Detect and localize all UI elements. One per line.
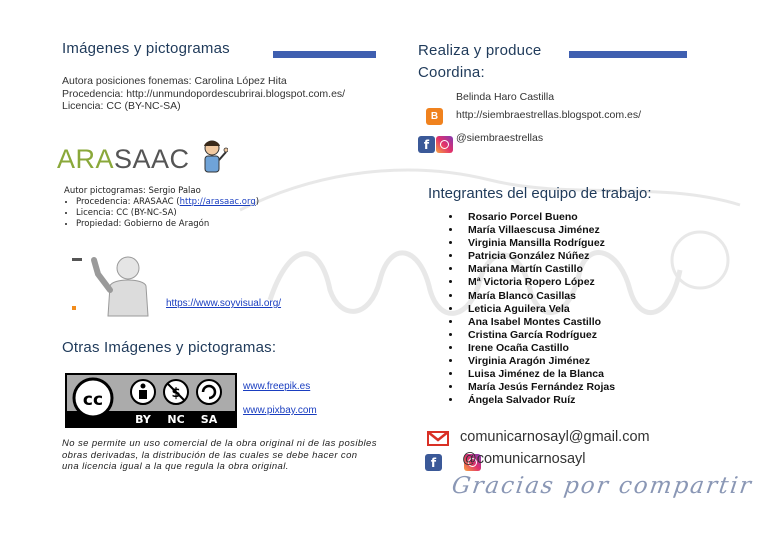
fonemas-author: Autora posiciones fonemas: Carolina López Hita [62, 75, 287, 87]
team-member: • Patricia González Núñez [462, 250, 728, 263]
fonemas-license: Licencia: CC (BY-NC-SA) [62, 100, 181, 112]
blogger-icon: B [426, 108, 443, 125]
producer-heading-line2: Coordina: [418, 64, 485, 81]
arasaac-mascot-icon [196, 138, 228, 176]
arasaac-source-item [76, 197, 314, 208]
left-heading-bar [273, 51, 376, 58]
coordinator-name: Belinda Haro Castilla [456, 91, 555, 103]
producer-heading-line1: Realiza y produce [418, 42, 542, 59]
cc-badge-cc-text: cc [82, 390, 104, 410]
instagram-icon [436, 136, 453, 153]
arasaac-logo [57, 144, 190, 175]
producer-heading [418, 40, 541, 84]
team-member: • Ángela Salvador Ruíz [462, 394, 728, 407]
cc-badge-by: BY [135, 413, 151, 426]
facebook-icon: f [418, 136, 435, 153]
team-member: • Mª Victoria Ropero López [462, 276, 728, 289]
left-heading: Imágenes y pictogramas [62, 40, 230, 57]
pixbay-link[interactable]: www.pixbay.com [243, 405, 317, 416]
cc-badge-sa: SA [200, 413, 218, 426]
team-member: • María Jesús Fernández Rojas [462, 381, 728, 394]
team-member: • Rosario Porcel Bueno [462, 211, 728, 224]
svg-text:$: $ [171, 386, 181, 401]
arasaac-source-close: ) [255, 197, 260, 207]
team-member: • María Villaescusa Jiménez [462, 224, 728, 237]
arasaac-license-item: • Licencia: CC (BY-NC-SA) [76, 208, 314, 219]
facebook-icon: f [425, 454, 442, 471]
fonemas-source: Procedencia: http://unmundopordescubrirai.blogspot.com.es/ [62, 87, 346, 100]
thanks-signature: Gracias por compartir [450, 473, 755, 499]
contact-email[interactable]: comunicarnosayl@gmail.com [460, 429, 650, 445]
arasaac-source-label: Procedencia: ARASAAC ( [76, 197, 180, 207]
gmail-icon [427, 431, 449, 446]
soyvisual-link[interactable]: https://www.soyvisual.org/ [166, 298, 282, 309]
cc-badge-graphic [67, 375, 235, 426]
contact-social-handle: @comunicarnosayl [462, 451, 586, 467]
cc-license-badge [65, 373, 237, 428]
arasaac-author: Autor pictogramas: Sergio Palao [64, 186, 201, 196]
coordinator-blog-link[interactable]: http://siembraestrellas.blogspot.com.es/ [456, 109, 642, 121]
other-images-heading: Otras Imágenes y pictogramas: [62, 339, 277, 356]
team-member: • Mariana Martín Castillo [462, 263, 728, 276]
fonemas-credits [62, 75, 382, 113]
team-member: • Leticia Aguilera Vela [462, 303, 728, 316]
coordinator-social-handle: @siembraestrellas [456, 132, 544, 144]
team-member-list [448, 211, 728, 407]
team-member: • Luisa Jiménez de la Blanca [462, 368, 728, 381]
soyvisual-illustration [70, 250, 160, 318]
team-member: • Cristina García Rodríguez [462, 329, 728, 342]
arasaac-link[interactable]: http://arasaac.org [179, 197, 256, 207]
arasaac-credits [64, 186, 314, 230]
team-heading: Integrantes del equipo de trabajo: [428, 185, 652, 202]
team-member: • Virginia Mansilla Rodríguez [462, 237, 728, 250]
right-heading-bar [569, 51, 687, 58]
team-member: • Ana Isabel Montes Castillo [462, 316, 728, 329]
freepik-link[interactable]: www.freepik.es [243, 381, 311, 392]
arasaac-logo-saac: SAAC [114, 144, 190, 174]
arasaac-logo-ara: ARA [57, 144, 115, 174]
team-member: • Virginia Aragón Jiménez [462, 355, 728, 368]
license-disclaimer: No se permite un uso comercial de la obra original ni de las posibles obras derivadas, la distribución de las cuales se debe hacer con una licencia igual a la que regula la obra original. [62, 438, 377, 472]
team-member: • Irene Ocaña Castillo [462, 342, 728, 355]
cc-badge-nc: NC [167, 413, 185, 426]
team-member: • María Blanco Casillas [462, 290, 728, 303]
arasaac-property-item: • Propiedad: Gobierno de Aragón [76, 219, 314, 230]
